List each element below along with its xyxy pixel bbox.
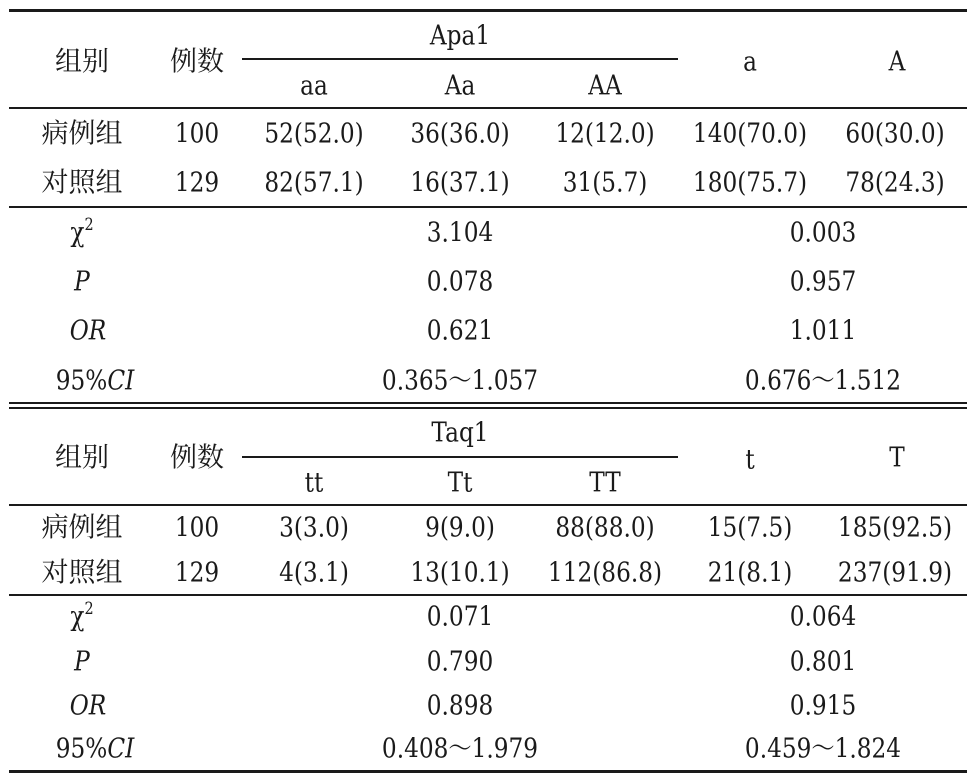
stat-value-genotype: 0.790 bbox=[426, 646, 494, 678]
row-label: 病例组 bbox=[41, 118, 123, 150]
stat-value-allele: 0.676～1.512 bbox=[744, 365, 902, 397]
stat-value-genotype: 0.365～1.057 bbox=[381, 365, 539, 397]
stat-value-allele: 1.011 bbox=[789, 315, 857, 347]
stat-value-genotype: 0.078 bbox=[426, 266, 494, 298]
row-label: 对照组 bbox=[41, 167, 123, 199]
table-cell: 4(3.1) bbox=[279, 557, 349, 589]
stat-label: P bbox=[74, 266, 90, 298]
table-cell: 112(86.8) bbox=[547, 557, 663, 589]
allele-header: t bbox=[745, 444, 755, 476]
genotype-header: tt bbox=[304, 467, 324, 499]
group-header: 组别 bbox=[55, 442, 109, 474]
row-count: 100 bbox=[174, 512, 220, 544]
count-header: 例数 bbox=[170, 46, 224, 78]
table-cell: 13(10.1) bbox=[410, 557, 510, 589]
count-header: 例数 bbox=[170, 442, 224, 474]
table-cell: 52(52.0) bbox=[264, 118, 364, 150]
gene-header: Apa1 bbox=[429, 20, 491, 52]
table-cell: 3(3.0) bbox=[279, 512, 349, 544]
table-cell: 237(91.9) bbox=[837, 557, 953, 589]
table-cell: 16(37.1) bbox=[410, 167, 510, 199]
stat-value-genotype: 0.408～1.979 bbox=[381, 733, 539, 765]
section-divider bbox=[9, 407, 967, 409]
section-divider bbox=[9, 402, 967, 404]
row-count: 100 bbox=[174, 118, 220, 150]
allele-header: T bbox=[889, 442, 905, 474]
bottom-rule bbox=[9, 770, 967, 773]
group-header: 组别 bbox=[55, 46, 109, 78]
table-cell: 31(5.7) bbox=[562, 167, 648, 199]
stat-value-genotype: 3.104 bbox=[426, 217, 494, 249]
table-cell: 78(24.3) bbox=[845, 167, 945, 199]
stat-label-chi2: $\chi^2$ bbox=[70, 597, 94, 633]
table-cell: 36(36.0) bbox=[410, 118, 510, 150]
stat-value-genotype: 0.071 bbox=[426, 601, 494, 633]
genotype-header: aa bbox=[300, 70, 328, 102]
gene-header: Taq1 bbox=[431, 417, 489, 449]
table-cell: 9(9.0) bbox=[425, 512, 495, 544]
stat-value-allele: 0.003 bbox=[789, 217, 857, 249]
genotype-header: TT bbox=[589, 467, 621, 499]
header-rule bbox=[9, 107, 967, 109]
rows-rule bbox=[9, 594, 967, 596]
row-count: 129 bbox=[174, 557, 220, 589]
table-cell: 185(92.5) bbox=[837, 512, 953, 544]
stat-label-ci: 95%CI bbox=[55, 733, 135, 765]
stat-label: OR bbox=[69, 690, 107, 722]
genotype-header: Tt bbox=[447, 467, 473, 499]
table-cell: 88(88.0) bbox=[555, 512, 655, 544]
gene-underline bbox=[242, 58, 678, 60]
stat-value-genotype: 0.621 bbox=[426, 315, 494, 347]
table-cell: 21(8.1) bbox=[707, 557, 793, 589]
table-cell: 140(70.0) bbox=[692, 118, 808, 150]
top-rule bbox=[9, 9, 967, 12]
stat-value-allele: 0.459～1.824 bbox=[744, 733, 902, 765]
stat-value-allele: 0.064 bbox=[789, 601, 857, 633]
stat-value-genotype: 0.898 bbox=[426, 690, 494, 722]
stat-value-allele: 0.801 bbox=[789, 646, 857, 678]
header-rule bbox=[9, 504, 967, 506]
table-cell: 82(57.1) bbox=[264, 167, 364, 199]
stat-label: OR bbox=[69, 315, 107, 347]
stat-label: P bbox=[74, 646, 90, 678]
stat-label-chi2: $\chi^2$ bbox=[70, 213, 94, 249]
table-cell: 60(30.0) bbox=[845, 118, 945, 150]
table-cell: 12(12.0) bbox=[555, 118, 655, 150]
row-label: 对照组 bbox=[41, 557, 123, 589]
genotype-header: AA bbox=[588, 70, 622, 102]
stat-value-allele: 0.957 bbox=[789, 266, 857, 298]
table-cell: 180(75.7) bbox=[692, 167, 808, 199]
table-cell: 15(7.5) bbox=[707, 512, 793, 544]
rows-rule bbox=[9, 206, 967, 208]
allele-header: A bbox=[888, 46, 906, 78]
allele-header: a bbox=[743, 46, 757, 78]
row-label: 病例组 bbox=[41, 512, 123, 544]
gene-underline bbox=[242, 456, 678, 458]
genotype-header: Aa bbox=[444, 70, 476, 102]
stat-value-allele: 0.915 bbox=[789, 690, 857, 722]
stat-label-ci: 95%CI bbox=[55, 365, 135, 397]
row-count: 129 bbox=[174, 167, 220, 199]
